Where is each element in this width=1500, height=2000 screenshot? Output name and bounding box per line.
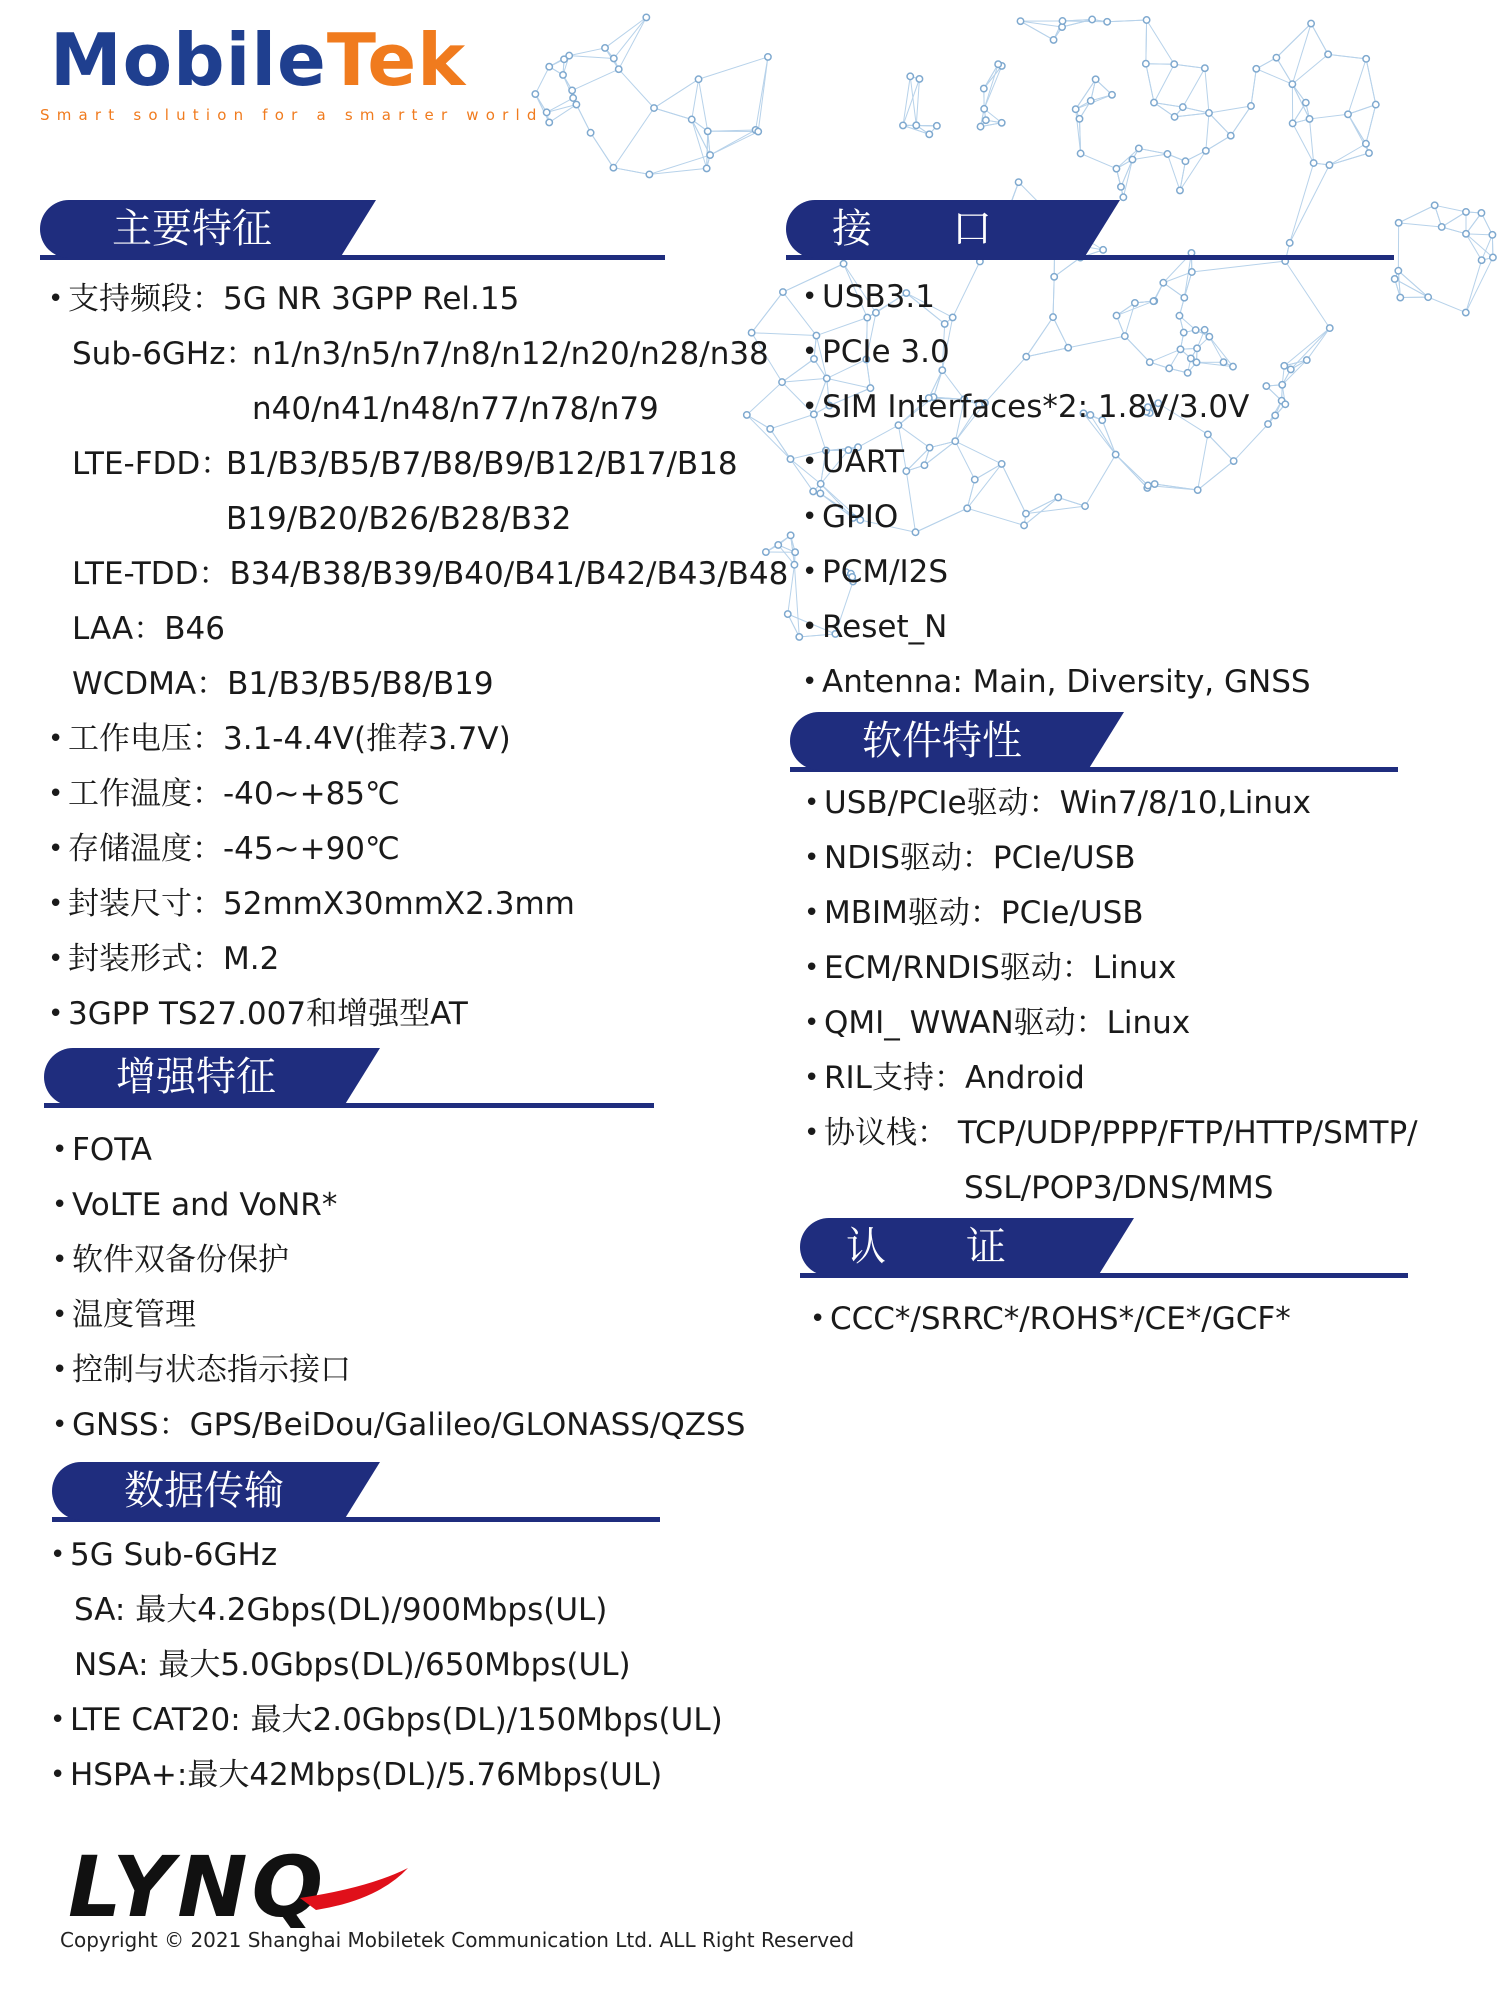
main-features-list-a [48, 272, 520, 327]
list-item: • USB3.1 [802, 279, 935, 315]
list-item: • 工作温度：-40~+85℃ [48, 776, 400, 812]
list-item: • UART [802, 444, 905, 480]
logo-name-mobile: Mobile [50, 18, 327, 102]
section-title: 接 口 [832, 206, 992, 252]
list-item: • Antenna: Main, Diversity, GNSS [802, 664, 1311, 700]
section-title: 软件特性 [862, 718, 1022, 764]
software-list [804, 776, 1418, 1161]
list-item: • Reset_N [802, 609, 948, 645]
list-item: • 控制与状态指示接口 [52, 1352, 351, 1388]
list-item: • 存储温度：-45~+90℃ [48, 831, 400, 867]
main-features-list-b [48, 712, 575, 1042]
copyright-text: Copyright © 2021 Shanghai Mobiletek Communication Ltd. ALL Right Reserved [60, 1928, 855, 1952]
section-title: 增强特征 [116, 1054, 276, 1100]
laa-bands: LAA：B46 [72, 611, 225, 647]
section-header-data-transfer [52, 1462, 660, 1524]
enhanced-list [52, 1123, 746, 1453]
protocol-stack-continued: SSL/POP3/DNS/MMS [964, 1170, 1274, 1206]
list-item: • PCIe 3.0 [802, 334, 950, 370]
lte-fdd-label: LTE-FDD： [72, 446, 232, 482]
list-item: • NDIS驱动：PCIe/USB [804, 840, 1136, 876]
list-item: • USB/PCIe驱动：Win7/8/10,Linux [804, 785, 1312, 821]
sub6-bands-label: Sub-6GHz： [72, 336, 257, 372]
section-header-interfaces [786, 200, 1394, 262]
section-header-enhanced [44, 1048, 654, 1110]
list-item: • PCM/I2S [802, 554, 949, 590]
lte-fdd-line2: B19/B20/B26/B28/B32 [226, 501, 572, 537]
section-title: 数据传输 [124, 1468, 284, 1514]
list-item: • GPIO [802, 499, 899, 535]
list-item: • 协议栈： TCP/UDP/PPP/FTP/HTTP/SMTP/ [804, 1115, 1418, 1151]
list-item: • 支持频段：5G NR 3GPP Rel.15 [48, 281, 520, 317]
list-item: • 封装形式：M.2 [48, 941, 280, 977]
list-item: • 封装尺寸：52mmX30mmX2.3mm [48, 886, 575, 922]
logo-name-tek: Tek [326, 18, 467, 102]
section-title: 主要特征 [112, 206, 272, 252]
list-item: • 温度管理 [52, 1297, 196, 1333]
sub6-bands-line2: n40/n41/n48/n77/n78/n79 [252, 391, 659, 427]
list-item: • LTE CAT20: 最大2.0Gbps(DL)/150Mbps(UL) [50, 1702, 723, 1738]
lynq-wordmark: LYNQ [68, 1848, 327, 1928]
logo-tagline: Smart solution for a smarter world [40, 106, 544, 124]
list-item: • CCC*/SRRC*/ROHS*/CE*/GCF* [810, 1301, 1291, 1337]
sa-rate: SA: 最大4.2Gbps(DL)/900Mbps(UL) [74, 1592, 608, 1628]
lynq-logo [68, 1848, 418, 1928]
list-item: • MBIM驱动：PCIe/USB [804, 895, 1144, 931]
sub6-bands-line1: n1/n3/n5/n7/n8/n12/n20/n28/n38 [252, 336, 769, 372]
list-item: • 3GPP TS27.007和增强型AT [48, 996, 468, 1032]
list-item: • QMI_ WWAN驱动：Linux [804, 1005, 1191, 1041]
list-item: • RIL支持：Android [804, 1060, 1085, 1096]
list-item: • SIM Interfaces*2: 1.8V/3.0V [802, 389, 1250, 425]
section-header-certification [800, 1218, 1408, 1280]
list-item: • HSPA+:最大42Mbps(DL)/5.76Mbps(UL) [50, 1757, 663, 1793]
certification-list [810, 1292, 1291, 1347]
list-item: • 软件双备份保护 [52, 1242, 289, 1278]
section-title: 认 证 [846, 1224, 1006, 1270]
list-item: • ECM/RNDIS驱动：Linux [804, 950, 1177, 986]
section-header-main-features [40, 200, 665, 262]
data-transfer-list-b [50, 1693, 723, 1803]
list-item: • GNSS：GPS/BeiDou/Galileo/GLONASS/QZSS [52, 1407, 746, 1443]
list-item: • VoLTE and VoNR* [52, 1187, 338, 1223]
list-item: • 工作电压：3.1-4.4V(推荐3.7V) [48, 721, 511, 757]
lte-fdd-line1: B1/B3/B5/B7/B8/B9/B12/B17/B18 [226, 446, 738, 482]
nsa-rate: NSA: 最大5.0Gbps(DL)/650Mbps(UL) [74, 1647, 631, 1683]
mobiletek-logo [40, 18, 544, 130]
section-header-software [790, 712, 1398, 774]
wcdma-bands: WCDMA：B1/B3/B5/B8/B19 [72, 666, 494, 702]
lte-tdd-bands: LTE-TDD：B34/B38/B39/B40/B41/B42/B43/B48 [72, 556, 789, 592]
list-item: • 5G Sub-6GHz [50, 1537, 278, 1573]
list-item: • FOTA [52, 1132, 152, 1168]
interfaces-list [802, 270, 1311, 710]
data-transfer-list-a [50, 1528, 278, 1583]
